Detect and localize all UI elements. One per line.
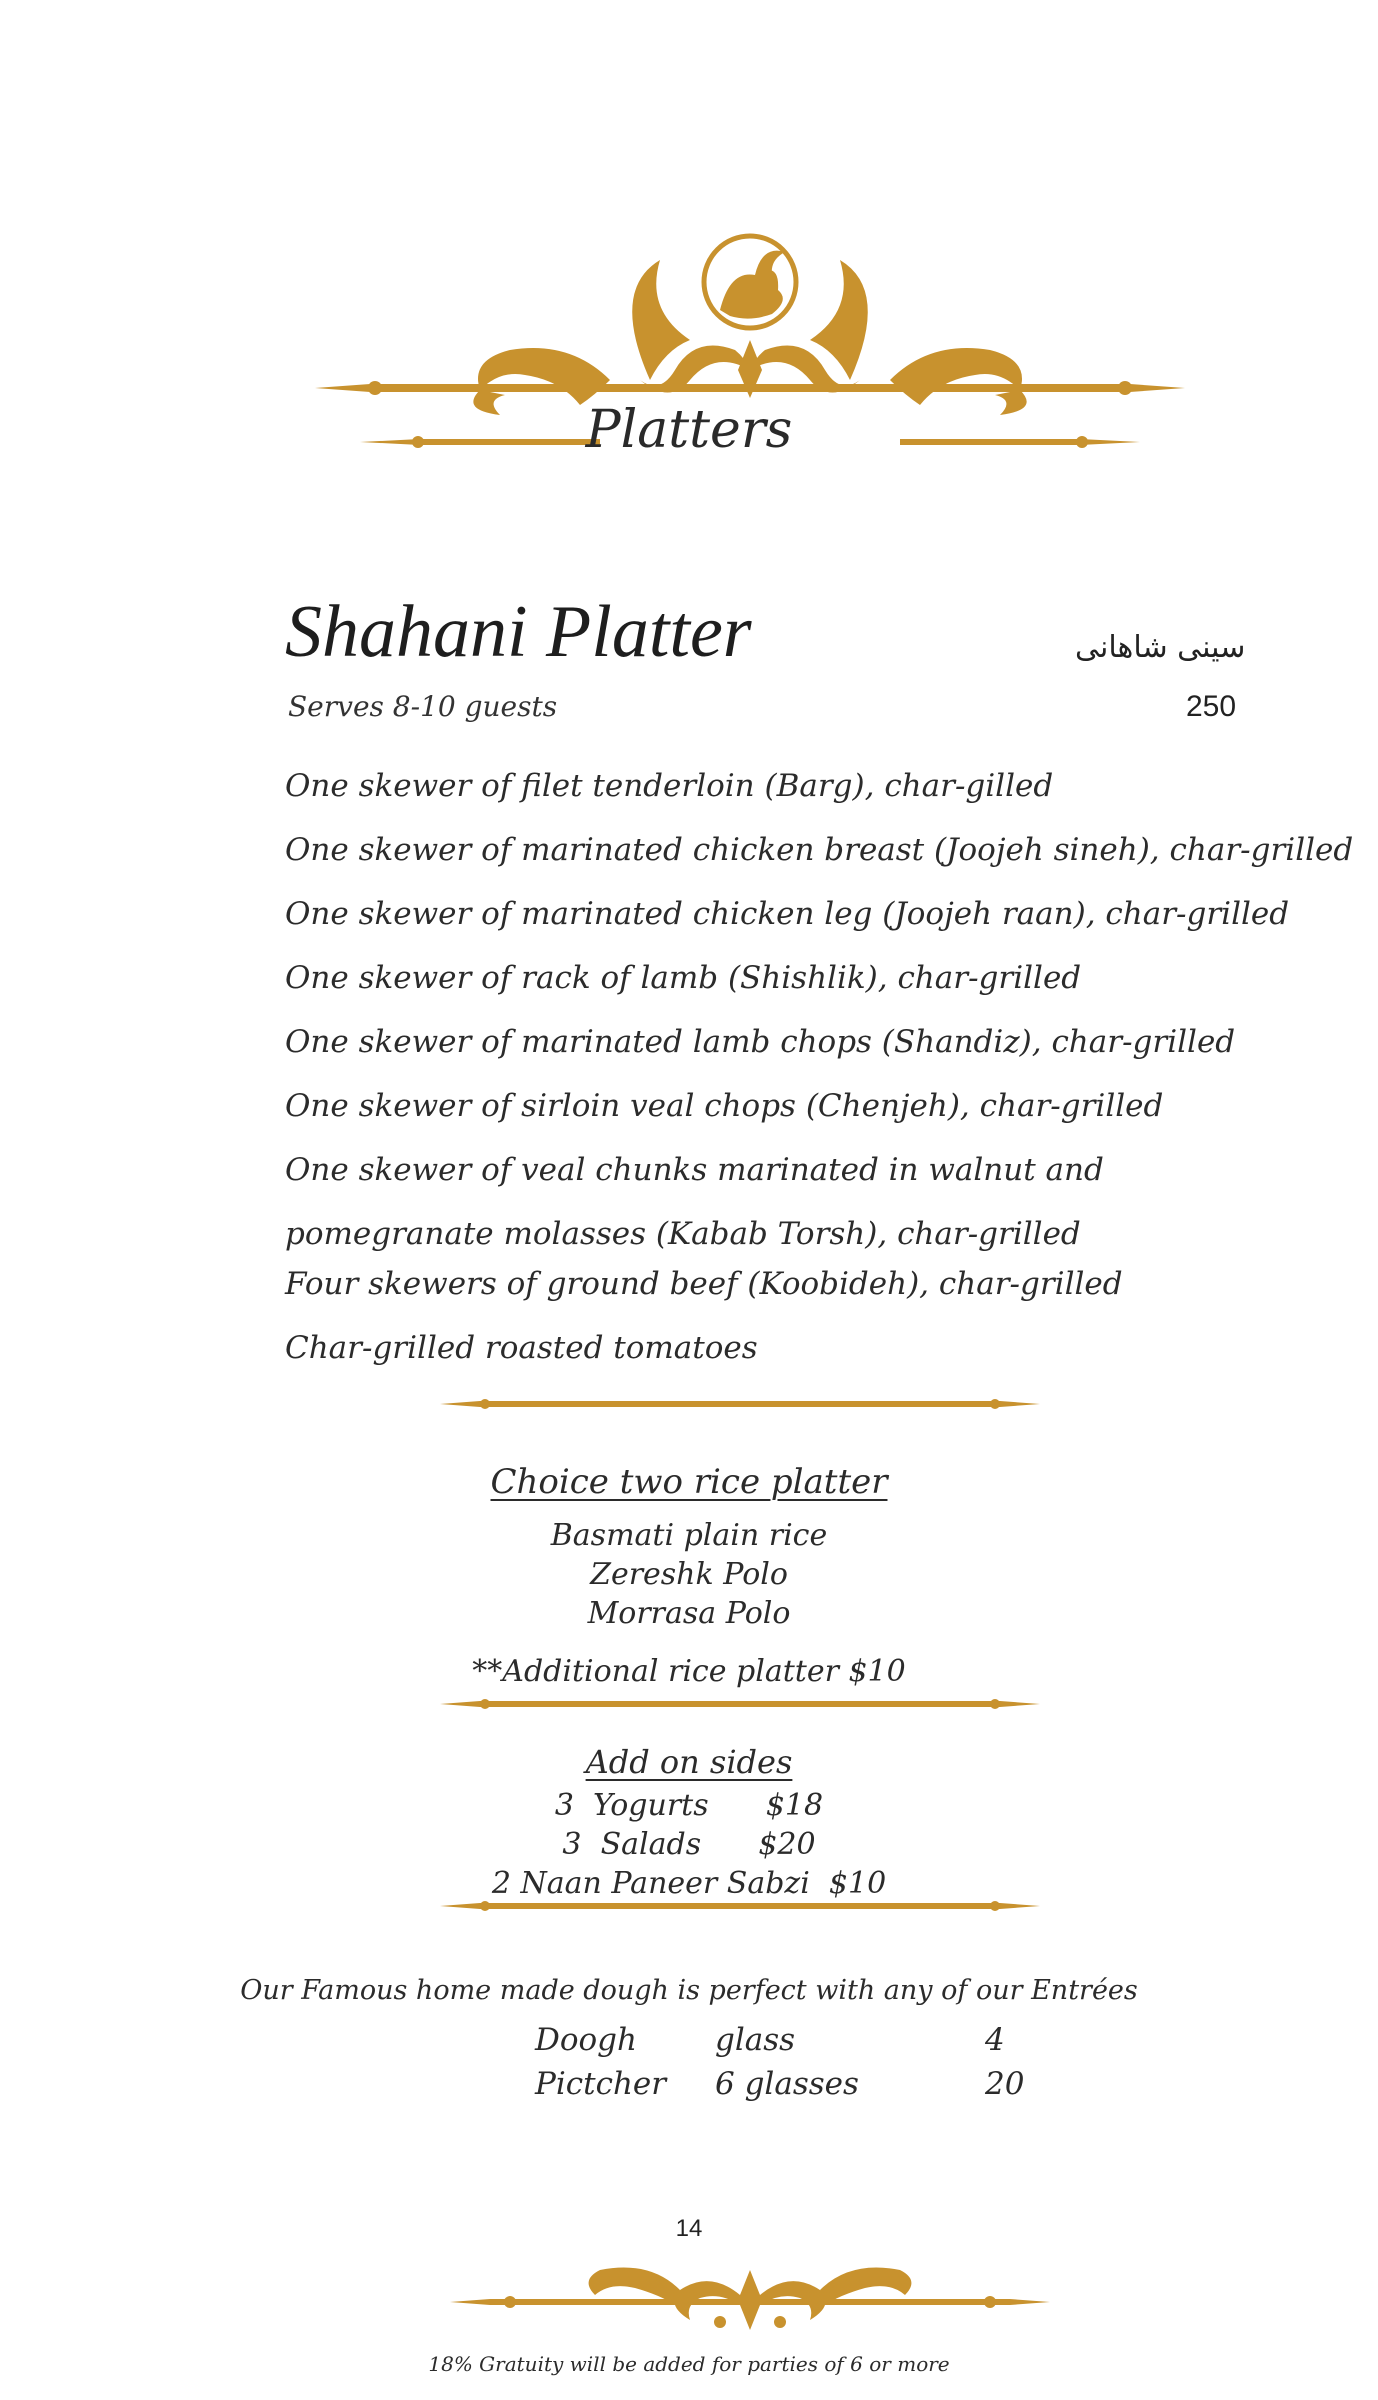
list-item: One skewer of filet tenderloin (Barg), char-gilled [285, 768, 1054, 804]
sides-heading [0, 1743, 1378, 1781]
side-item: 3 Yogurts $18 [554, 1788, 824, 1823]
list-item: One skewer of sirloin veal chops (Chenjeh), char-grilled [285, 1088, 1164, 1124]
rice-note: **Additional rice platter $10 [472, 1654, 906, 1689]
page-number: 14 [675, 2215, 703, 2242]
dough-price: 4 [985, 2022, 1005, 2058]
dough-size: glass [715, 2022, 796, 2058]
list-item: Char-grilled roasted tomatoes [285, 1330, 758, 1366]
sides-list [0, 1786, 1378, 1903]
rice-option: Morrasa Polo [587, 1596, 791, 1631]
item-price: 250 [1186, 690, 1237, 723]
list-item: One skewer of marinated chicken leg (Joojeh raan), char-grilled [285, 896, 1290, 932]
divider [440, 1692, 1040, 1716]
side-item: 2 Naan Paneer Sabzi $10 [491, 1866, 887, 1901]
side-item: 3 Salads $20 [562, 1827, 816, 1862]
list-item: One skewer of rack of lamb (Shishlik), char-grilled [285, 960, 1082, 996]
item-title: Shahani Platter [285, 591, 752, 673]
rice-option: Basmati plain rice [550, 1518, 828, 1553]
rice-options [0, 1516, 1378, 1633]
list-item: One skewer of marinated lamb chops (Shandiz), char-grilled [285, 1024, 1236, 1060]
griffin-emblem-icon [704, 236, 796, 328]
platter-items-list [285, 768, 1354, 1394]
table-row [535, 2062, 1024, 2106]
dough-size: 6 glasses [715, 2066, 859, 2102]
divider [440, 1392, 1040, 1416]
dough-name: Pictcher [535, 2066, 667, 2102]
gratuity-note: 18% Gratuity will be added for parties of 6 or more [428, 2352, 950, 2376]
dough-name: Doogh [535, 2022, 637, 2058]
item-serves: Serves 8-10 guests [288, 690, 558, 723]
item-persian-title: سینی شاهانی [1075, 630, 1246, 665]
dough-price: 20 [985, 2066, 1025, 2102]
sides-heading-text: Add on sides [585, 1743, 793, 1781]
divider [440, 1894, 1040, 1918]
rice-option: Zereshk Polo [590, 1557, 788, 1592]
table-row [535, 2018, 1024, 2062]
section-title: Platters [585, 400, 793, 460]
dough-table [535, 2018, 1024, 2106]
footer-ornament [450, 2250, 1050, 2340]
list-item: Four skewers of ground beef (Koobideh), char-grilled [285, 1266, 1123, 1302]
list-item: One skewer of veal chunks marinated in walnut and pomegranate molasses (Kabab Torsh), char-grilled [285, 1152, 1104, 1252]
rice-heading [0, 1462, 1378, 1502]
list-item: One skewer of marinated chicken breast (Joojeh sineh), char-grilled [285, 832, 1354, 868]
dough-intro: Our Famous home made dough is perfect with any of our Entrées [240, 1975, 1138, 2006]
rice-heading-text: Choice two rice platter [490, 1462, 888, 1502]
